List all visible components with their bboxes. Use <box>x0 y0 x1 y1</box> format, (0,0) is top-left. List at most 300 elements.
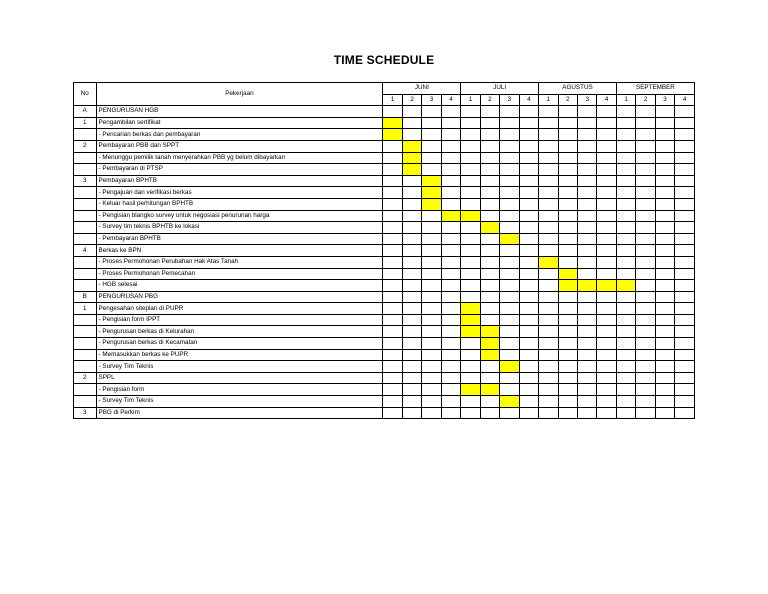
schedule-cell <box>616 303 635 315</box>
schedule-cell <box>500 291 519 303</box>
schedule-cell <box>616 256 635 268</box>
schedule-cell <box>636 245 655 257</box>
schedule-cell <box>500 187 519 199</box>
schedule-cell <box>558 349 577 361</box>
schedule-cell <box>675 407 695 419</box>
schedule-cell <box>500 117 519 129</box>
schedule-cell <box>402 233 421 245</box>
row-task: - Proses Permohonan Perubahan Hak Atas Tanah <box>96 256 383 268</box>
schedule-cell <box>480 233 499 245</box>
schedule-cell <box>539 280 558 292</box>
schedule-cell <box>558 187 577 199</box>
schedule-cell <box>422 314 441 326</box>
schedule-cell <box>597 372 616 384</box>
schedule-cell <box>558 384 577 396</box>
schedule-cell <box>402 245 421 257</box>
schedule-cell <box>675 372 695 384</box>
schedule-cell <box>558 152 577 164</box>
schedule-cell <box>402 117 421 129</box>
row-task: Pengesahan siteplan di PUPR <box>96 303 383 315</box>
schedule-cell <box>480 164 499 176</box>
schedule-cell <box>655 175 674 187</box>
schedule-cell <box>558 245 577 257</box>
schedule-cell <box>461 349 480 361</box>
row-task: - HGB selesai <box>96 280 383 292</box>
schedule-cell-active <box>500 396 519 408</box>
schedule-cell <box>500 256 519 268</box>
schedule-cell <box>597 268 616 280</box>
schedule-cell <box>597 164 616 176</box>
schedule-cell <box>675 338 695 350</box>
schedule-cell <box>577 106 596 118</box>
schedule-cell <box>616 291 635 303</box>
schedule-cell <box>383 314 402 326</box>
schedule-cell <box>402 291 421 303</box>
schedule-cell <box>422 407 441 419</box>
table-row <box>74 210 695 222</box>
schedule-cell <box>539 407 558 419</box>
schedule-cell <box>441 233 460 245</box>
schedule-cell <box>558 361 577 373</box>
schedule-cell <box>383 338 402 350</box>
schedule-cell <box>539 152 558 164</box>
schedule-cell <box>539 164 558 176</box>
schedule-cell <box>597 117 616 129</box>
schedule-cell <box>597 129 616 141</box>
schedule-cell <box>461 361 480 373</box>
schedule-cell <box>597 303 616 315</box>
schedule-cell <box>616 372 635 384</box>
schedule-cell <box>441 268 460 280</box>
schedule-cell <box>577 256 596 268</box>
schedule-cell <box>383 175 402 187</box>
schedule-cell <box>577 338 596 350</box>
schedule-cell <box>480 175 499 187</box>
schedule-cell <box>480 291 499 303</box>
schedule-cell <box>441 245 460 257</box>
schedule-cell <box>383 256 402 268</box>
schedule-cell <box>636 407 655 419</box>
header-week: 3 <box>655 94 674 106</box>
schedule-cell <box>597 245 616 257</box>
schedule-cell <box>577 372 596 384</box>
schedule-cell <box>616 187 635 199</box>
schedule-cell <box>655 117 674 129</box>
row-task: Pengambilan sertifikat <box>96 117 383 129</box>
row-task: - Pengisian form <box>96 384 383 396</box>
schedule-cell <box>616 164 635 176</box>
row-task: - Menunggu pemilik tanah menyerahkan PBB yg belum dibayarkan <box>96 152 383 164</box>
schedule-cell <box>402 268 421 280</box>
schedule-cell-active <box>480 349 499 361</box>
schedule-cell-active <box>597 280 616 292</box>
schedule-cell <box>422 222 441 234</box>
schedule-cell <box>519 338 538 350</box>
schedule-cell <box>500 222 519 234</box>
schedule-cell <box>577 396 596 408</box>
schedule-cell <box>616 361 635 373</box>
row-number <box>74 164 97 176</box>
schedule-cell <box>616 396 635 408</box>
schedule-cell-active <box>402 164 421 176</box>
schedule-cell <box>402 222 421 234</box>
table-row <box>74 384 695 396</box>
header-week: 4 <box>441 94 460 106</box>
table-row <box>74 233 695 245</box>
schedule-cell <box>675 291 695 303</box>
schedule-cell <box>519 314 538 326</box>
schedule-cell <box>383 222 402 234</box>
schedule-cell <box>577 349 596 361</box>
schedule-cell <box>539 129 558 141</box>
schedule-cell <box>519 361 538 373</box>
schedule-cell <box>558 303 577 315</box>
schedule-cell <box>441 117 460 129</box>
schedule-cell <box>577 175 596 187</box>
schedule-cell <box>402 210 421 222</box>
schedule-cell <box>539 106 558 118</box>
schedule-cell <box>480 198 499 210</box>
schedule-cell <box>480 268 499 280</box>
schedule-cell <box>500 245 519 257</box>
schedule-cell <box>402 372 421 384</box>
schedule-cell <box>597 152 616 164</box>
schedule-cell <box>500 175 519 187</box>
table-row <box>74 280 695 292</box>
schedule-cell <box>636 152 655 164</box>
schedule-cell <box>461 268 480 280</box>
schedule-cell <box>616 245 635 257</box>
table-row <box>74 314 695 326</box>
header-week: 4 <box>519 94 538 106</box>
schedule-cell <box>480 245 499 257</box>
schedule-cell <box>441 338 460 350</box>
schedule-cell <box>461 222 480 234</box>
schedule-cell <box>519 198 538 210</box>
schedule-cell <box>577 198 596 210</box>
schedule-cell <box>480 361 499 373</box>
schedule-cell-active <box>480 338 499 350</box>
schedule-cell <box>480 314 499 326</box>
schedule-cell <box>383 303 402 315</box>
schedule-cell <box>441 164 460 176</box>
schedule-cell <box>539 268 558 280</box>
header-week: 4 <box>597 94 616 106</box>
schedule-cell <box>461 175 480 187</box>
schedule-cell <box>675 210 695 222</box>
row-task: PENGURUSAN HGB <box>96 106 383 118</box>
schedule-cell <box>480 140 499 152</box>
schedule-cell <box>675 117 695 129</box>
schedule-cell <box>616 407 635 419</box>
schedule-cell <box>675 164 695 176</box>
schedule-cell <box>422 210 441 222</box>
schedule-cell <box>675 198 695 210</box>
schedule-cell <box>655 140 674 152</box>
row-number <box>74 198 97 210</box>
schedule-cell <box>597 175 616 187</box>
schedule-cell <box>636 210 655 222</box>
schedule-cell-active <box>539 256 558 268</box>
schedule-cell <box>558 372 577 384</box>
schedule-cell <box>441 187 460 199</box>
schedule-cell <box>655 326 674 338</box>
schedule-cell <box>519 210 538 222</box>
schedule-cell <box>616 326 635 338</box>
schedule-cell <box>422 268 441 280</box>
schedule-cell <box>539 210 558 222</box>
schedule-cell <box>480 117 499 129</box>
schedule-cell <box>655 129 674 141</box>
schedule-cell <box>616 152 635 164</box>
schedule-cell <box>422 106 441 118</box>
row-task: - Pengajuan dan verifikasi berkas <box>96 187 383 199</box>
schedule-cell <box>402 129 421 141</box>
schedule-cell <box>422 164 441 176</box>
schedule-cell <box>539 233 558 245</box>
row-task: PBG di Perkim <box>96 407 383 419</box>
schedule-cell <box>636 106 655 118</box>
row-number: 2 <box>74 140 97 152</box>
table-row <box>74 303 695 315</box>
row-number: 3 <box>74 175 97 187</box>
schedule-cell <box>577 245 596 257</box>
schedule-cell <box>616 233 635 245</box>
schedule-cell <box>655 407 674 419</box>
row-task: - Pengisian blangko survey untuk negosiasi penurunan harga <box>96 210 383 222</box>
header-month-juli: JULI <box>461 83 539 95</box>
schedule-cell <box>597 349 616 361</box>
row-number: B <box>74 291 97 303</box>
table-row <box>74 291 695 303</box>
schedule-cell <box>675 256 695 268</box>
header-month-september: SEPTEMBER <box>616 83 694 95</box>
schedule-cell <box>675 175 695 187</box>
schedule-cell <box>500 372 519 384</box>
schedule-cell <box>675 280 695 292</box>
schedule-cell <box>402 396 421 408</box>
schedule-cell <box>519 268 538 280</box>
schedule-cell <box>519 117 538 129</box>
schedule-cell <box>500 164 519 176</box>
header-week: 3 <box>422 94 441 106</box>
header-week: 3 <box>500 94 519 106</box>
schedule-cell <box>636 175 655 187</box>
schedule-cell <box>441 314 460 326</box>
header-week: 1 <box>539 94 558 106</box>
schedule-cell <box>519 222 538 234</box>
schedule-cell <box>655 349 674 361</box>
schedule-cell <box>383 280 402 292</box>
row-task: SPPL <box>96 372 383 384</box>
schedule-cell <box>539 117 558 129</box>
schedule-cell <box>441 175 460 187</box>
row-number <box>74 349 97 361</box>
schedule-cell <box>519 407 538 419</box>
table-row <box>74 396 695 408</box>
row-task: - Pengisian form IPPT <box>96 314 383 326</box>
schedule-cell <box>636 164 655 176</box>
schedule-cell <box>480 256 499 268</box>
schedule-cell <box>539 314 558 326</box>
schedule-cell <box>655 384 674 396</box>
schedule-cell <box>441 384 460 396</box>
row-task: - Pengurusan berkas di Kecamatan <box>96 338 383 350</box>
schedule-cell <box>519 326 538 338</box>
schedule-cell <box>519 106 538 118</box>
schedule-cell-active <box>558 280 577 292</box>
schedule-cell <box>636 291 655 303</box>
schedule-cell <box>577 117 596 129</box>
schedule-cell <box>636 187 655 199</box>
row-task: PENGURUSAN PBG <box>96 291 383 303</box>
schedule-cell <box>402 187 421 199</box>
schedule-cell <box>597 291 616 303</box>
schedule-cell <box>461 372 480 384</box>
row-number <box>74 233 97 245</box>
schedule-cell <box>383 384 402 396</box>
schedule-cell <box>441 140 460 152</box>
schedule-cell <box>422 384 441 396</box>
row-number <box>74 256 97 268</box>
schedule-cell <box>597 140 616 152</box>
schedule-cell-active <box>402 140 421 152</box>
schedule-cell <box>675 303 695 315</box>
schedule-cell <box>577 314 596 326</box>
schedule-cell-active <box>461 210 480 222</box>
schedule-cell <box>480 187 499 199</box>
header-job: Pekerjaan <box>96 83 383 106</box>
schedule-cell <box>383 396 402 408</box>
table-row <box>74 106 695 118</box>
schedule-cell <box>636 361 655 373</box>
schedule-cell <box>655 396 674 408</box>
schedule-cell <box>402 384 421 396</box>
schedule-cell <box>480 407 499 419</box>
schedule-cell <box>597 187 616 199</box>
schedule-cell <box>383 106 402 118</box>
schedule-cell <box>461 187 480 199</box>
schedule-cell <box>402 198 421 210</box>
schedule-cell <box>655 268 674 280</box>
schedule-cell <box>383 233 402 245</box>
row-number: 2 <box>74 372 97 384</box>
schedule-cell <box>558 175 577 187</box>
header-month-juni: JUNI <box>383 83 461 95</box>
row-number <box>74 268 97 280</box>
schedule-cell <box>422 129 441 141</box>
schedule-cell <box>675 245 695 257</box>
row-task: - Survey Tim Teknis <box>96 361 383 373</box>
schedule-cell <box>597 222 616 234</box>
schedule-cell <box>461 291 480 303</box>
schedule-cell <box>422 256 441 268</box>
schedule-cell <box>519 280 538 292</box>
schedule-cell <box>597 314 616 326</box>
row-number: 3 <box>74 407 97 419</box>
schedule-cell <box>441 303 460 315</box>
table-row <box>74 361 695 373</box>
schedule-cell <box>441 349 460 361</box>
schedule-cell <box>558 396 577 408</box>
schedule-cell <box>597 198 616 210</box>
schedule-cell <box>577 129 596 141</box>
table-row <box>74 152 695 164</box>
header-week: 2 <box>402 94 421 106</box>
schedule-cell <box>500 314 519 326</box>
table-row <box>74 164 695 176</box>
schedule-cell <box>500 152 519 164</box>
schedule-cell <box>441 291 460 303</box>
schedule-cell <box>636 140 655 152</box>
table-row <box>74 187 695 199</box>
schedule-cell <box>422 117 441 129</box>
schedule-cell <box>577 164 596 176</box>
table-row <box>74 129 695 141</box>
row-number <box>74 384 97 396</box>
schedule-cell <box>383 349 402 361</box>
header-week: 1 <box>383 94 402 106</box>
schedule-cell <box>577 233 596 245</box>
schedule-cell <box>500 349 519 361</box>
schedule-cell <box>655 361 674 373</box>
schedule-cell <box>402 256 421 268</box>
schedule-cell <box>461 245 480 257</box>
schedule-cell <box>597 361 616 373</box>
schedule-cell <box>480 372 499 384</box>
row-number: 4 <box>74 245 97 257</box>
schedule-cell <box>558 106 577 118</box>
schedule-cell <box>480 210 499 222</box>
schedule-cell <box>616 106 635 118</box>
schedule-cell <box>500 303 519 315</box>
table-row <box>74 222 695 234</box>
table-row <box>74 175 695 187</box>
schedule-cell <box>675 106 695 118</box>
schedule-cell-active <box>461 326 480 338</box>
schedule-cell <box>655 314 674 326</box>
schedule-cell <box>558 407 577 419</box>
schedule-cell <box>655 233 674 245</box>
schedule-cell <box>655 338 674 350</box>
schedule-cell <box>675 384 695 396</box>
schedule-cell <box>461 152 480 164</box>
schedule-cell <box>616 198 635 210</box>
schedule-cell <box>461 256 480 268</box>
schedule-cell-active <box>383 129 402 141</box>
schedule-cell <box>422 233 441 245</box>
header-week: 1 <box>616 94 635 106</box>
schedule-cell <box>500 106 519 118</box>
schedule-cell <box>577 268 596 280</box>
schedule-cell <box>597 384 616 396</box>
schedule-cell <box>441 198 460 210</box>
schedule-cell-active <box>461 384 480 396</box>
schedule-cell <box>441 372 460 384</box>
schedule-cell <box>577 187 596 199</box>
schedule-cell <box>422 396 441 408</box>
schedule-cell <box>636 256 655 268</box>
schedule-cell <box>675 187 695 199</box>
schedule-cell <box>383 164 402 176</box>
schedule-cell-active <box>422 187 441 199</box>
schedule-cell <box>577 384 596 396</box>
schedule-cell <box>616 268 635 280</box>
schedule-cell-active <box>461 303 480 315</box>
schedule-cell <box>558 291 577 303</box>
table-row <box>74 268 695 280</box>
schedule-cell <box>500 268 519 280</box>
